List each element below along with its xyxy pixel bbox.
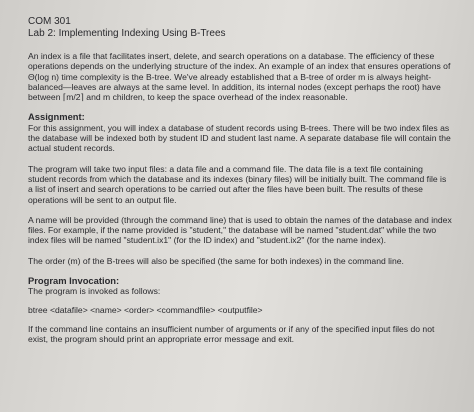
invocation-heading: Program Invocation: <box>28 275 120 287</box>
invocation-section <box>28 276 452 297</box>
name-paragraph: A name will be provided (through the command line) that is used to obtain the names of the database and index files. For example, if the name provided is "student," the database will be named "student.dat" while the two index files will be named "student.ix1" (for the ID index) and "student.ix2" (for the name index). <box>28 214 452 246</box>
order-paragraph: The order (m) of the B-trees will also be specified (the same for both indexes) in the command line. <box>28 255 404 266</box>
intro-paragraph: An index is a file that facilitates insert, delete, and search operations on a database. The efficiency of these operations depends on the underlying structure of the index. An example of an index that ensures operations of Θ(log n) time complexity is the B-tree. We've already established that a B-tree of order m is always height-balanced—leaves are always at the same level. In addition, its internal nodes (except perhaps the root) have between ⌈m/2⌉ and m children, to keep the space overhead of the index reasonable. <box>28 51 451 103</box>
course-code: COM 301 <box>28 16 71 27</box>
lab-title: Lab 2: Implementing Indexing Using B-Trees <box>28 28 226 39</box>
assignment-section <box>28 112 452 153</box>
assignment-heading: Assignment: <box>28 111 85 123</box>
invocation-text: The program is invoked as follows: <box>28 286 161 297</box>
error-paragraph: If the command line contains an insufficient number of arguments or if any of the specified input files do not exist, the program should print an appropriate error message and exit. <box>28 323 435 345</box>
document-text <box>28 16 452 355</box>
assignment-text: For this assignment, you will index a database of student records using B-trees. There will be two index files as the database will be indexed both by student ID and student last name. A separate database file will contain the actual student records. <box>28 122 451 154</box>
command-line-example: btree <datafile> <name> <order> <commandfile> <outputfile> <box>28 304 263 315</box>
program-input-paragraph: The program will take two input files: a data file and a command file. The data file is a text file containing student records from which the database and its indexes (binary files) will be initially built. The command file is a list of insert and search operations to be carried out after the files have been built. The results of these operations will be sent to an output file. <box>28 163 447 205</box>
